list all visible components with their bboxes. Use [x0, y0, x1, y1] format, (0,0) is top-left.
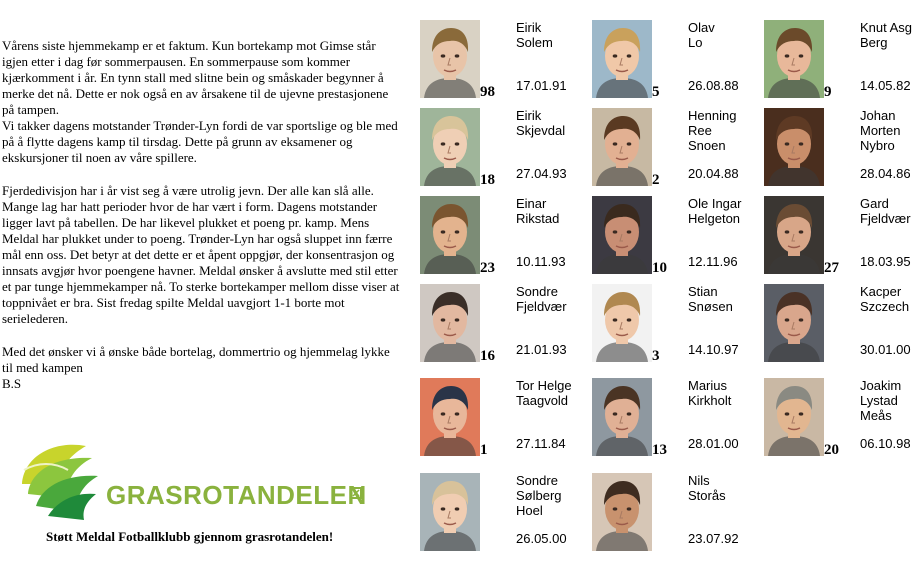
player-card — [764, 284, 916, 374]
player-card — [420, 196, 580, 286]
player-name-line: Henning — [688, 108, 737, 123]
player-card — [592, 20, 752, 110]
player-name-line: Nils — [688, 473, 710, 488]
player-number: 9 — [824, 84, 832, 100]
player-name-line: Kirkholt — [688, 393, 732, 408]
player-name-line: Szczech — [860, 299, 910, 314]
article-paragraph-thanks: Vi takker dagens motstander Trønder-Lyn fordi de var sportslige og ble med på å flytte dagens kamp til tirsdag. Dette på grunn av eksamener og ekskursjoner til noen av våre spillere. — [2, 118, 398, 165]
player-card — [764, 20, 916, 110]
player-name-line: Nybro — [860, 138, 895, 153]
player-name — [860, 284, 909, 314]
player-number: 27 — [824, 260, 839, 276]
player-photo — [420, 473, 480, 551]
player-birthdate: 14.05.82 — [860, 78, 911, 93]
player-name — [516, 284, 567, 314]
player-birthdate: 10.11.93 — [516, 254, 566, 269]
player-name-line: Marius — [688, 378, 728, 393]
player-name-line: Hoel — [516, 503, 543, 518]
player-name-line: Storås — [688, 488, 726, 503]
player-name-line: Lystad — [860, 393, 898, 408]
player-name-line: Tor Helge — [516, 378, 572, 393]
player-name-line: Sølberg — [516, 488, 562, 503]
player-name — [516, 20, 553, 50]
player-photo — [592, 196, 652, 274]
player-birthdate: 23.07.92 — [688, 531, 739, 546]
player-photo — [764, 108, 824, 186]
player-number: 13 — [652, 442, 667, 458]
player-photo — [764, 196, 824, 274]
player-name-line: Fjeldvær — [860, 211, 911, 226]
player-name — [688, 20, 715, 50]
player-name — [860, 196, 911, 226]
player-name-line: Gard — [860, 196, 889, 211]
player-name-line: Morten — [860, 123, 901, 138]
logo-text: GRASROTANDELEN — [106, 480, 367, 510]
player-photo — [420, 284, 480, 362]
support-text: Støtt Meldal Fotballklubb gjennom grasrotandelen! — [46, 529, 334, 544]
player-number: 2 — [652, 172, 660, 188]
player-photo — [764, 20, 824, 98]
article-paragraph-division: Fjerdedivisjon har i år vist seg å være utrolig jevn. Der alle kan slå alle. Mange lag har hatt perioder hvor de har vært i form. Dagens motstander ligger lavt på tabellen. De har likevel plukket et poeng pr. kamp. Mens Meldal har plukket under to poeng. Trønder-Lyn har også sluppet inn færre mål enn oss. Det betyr at det dette er et åpent oppgjør, der konsentrasjon og innsats avgjør hvor poengene havner. Meldal ønsker å avslutte med stil etter et par tunge hjemmekamper nå. To sterke bortekamper mellom disse viser at toppnivået er bra. Sist fredag spilte Meldal uavgjort 1-1 borte mot serielederen. — [2, 183, 400, 326]
player-card — [764, 196, 916, 286]
player-name — [860, 378, 901, 423]
player-number: 18 — [480, 172, 495, 188]
player-name — [516, 473, 562, 518]
player-birthdate: 30.01.00 — [860, 342, 911, 357]
player-name-line: Taagvold — [516, 393, 569, 408]
player-name — [688, 196, 741, 226]
player-number: 98 — [480, 84, 495, 100]
player-name-line: Einar — [516, 196, 547, 211]
player-number: 3 — [652, 348, 660, 364]
player-card — [592, 284, 752, 374]
player-name — [516, 196, 559, 226]
player-name-line: Snøsen — [688, 299, 733, 314]
player-birthdate: 12.11.96 — [688, 254, 738, 269]
player-name-line: Stian — [688, 284, 718, 299]
article-signature: B.S — [2, 376, 22, 391]
player-name-line: Knut Asg — [860, 20, 913, 35]
player-name-line: Eirik — [516, 20, 542, 35]
player-birthdate: 21.01.93 — [516, 342, 567, 357]
player-name-line: Eirik — [516, 108, 542, 123]
player-name-line: Solem — [516, 35, 553, 50]
player-photo — [420, 20, 480, 98]
player-name — [860, 20, 912, 50]
player-name-line: Olav — [688, 20, 715, 35]
player-birthdate: 18.03.95 — [860, 254, 911, 269]
player-card — [592, 473, 752, 563]
player-photo — [592, 473, 652, 551]
player-name — [688, 473, 726, 503]
player-card — [420, 20, 580, 110]
player-card — [420, 473, 580, 563]
player-birthdate: 27.11.84 — [516, 436, 566, 451]
player-birthdate: 17.01.91 — [516, 78, 567, 93]
player-name-line: Helgeton — [688, 211, 741, 226]
player-name-line: Snoen — [688, 138, 726, 153]
player-name-line: Kacper — [860, 284, 902, 299]
player-number: 1 — [480, 442, 488, 458]
player-name-line: Meås — [860, 408, 892, 423]
player-birthdate: 28.01.00 — [688, 436, 739, 451]
player-photo — [764, 284, 824, 362]
player-birthdate: 28.04.86 — [860, 166, 911, 181]
player-card — [592, 196, 752, 286]
player-photo — [420, 378, 480, 456]
player-card — [420, 284, 580, 374]
player-card — [764, 108, 916, 198]
player-name-line: Ole Ingar — [688, 196, 742, 211]
article-text — [2, 38, 402, 392]
player-birthdate: 26.08.88 — [688, 78, 739, 93]
player-number: 5 — [652, 84, 660, 100]
article-paragraph-greeting: Med det ønsker vi å ønske både bortelag, dommertrio og hjemmelag lykke til med kampen — [2, 344, 390, 375]
player-card — [764, 378, 916, 468]
player-number: 16 — [480, 348, 495, 364]
player-name-line: Rikstad — [516, 211, 560, 226]
player-name — [688, 378, 731, 408]
player-name — [688, 108, 736, 153]
player-name-line: Johan — [860, 108, 896, 123]
player-name — [860, 108, 900, 153]
player-card — [592, 108, 752, 198]
player-name-line: Berg — [860, 35, 888, 50]
player-name-line: Ree — [688, 123, 712, 138]
player-name — [688, 284, 733, 314]
player-birthdate: 26.05.00 — [516, 531, 567, 546]
player-card — [420, 108, 580, 198]
player-name-line: Fjeldvær — [516, 299, 567, 314]
player-photo — [420, 196, 480, 274]
player-card — [592, 378, 752, 468]
player-photo — [592, 20, 652, 98]
player-name-line: Joakim — [860, 378, 902, 393]
player-name-line: Lo — [688, 35, 703, 50]
player-number: 10 — [652, 260, 667, 276]
article-paragraph-intro: Vårens siste hjemmekamp er et faktum. Kun bortekamp mot Gimse står igjen etter i dag før sommerpausen. En sommerpause som kommer kjærkomment i år. En tynn stall med slitne bein og småskader begynner å merke det nå. Dette er nok også en av årsakene til de ujevne prestasjonene på tampen. — [2, 38, 389, 117]
player-number: 20 — [824, 442, 839, 458]
player-name — [516, 108, 565, 138]
player-name-line: Skjevdal — [516, 123, 566, 138]
player-photo — [420, 108, 480, 186]
player-name-line: Sondre — [516, 473, 558, 488]
player-birthdate: 20.04.88 — [688, 166, 739, 181]
player-card — [420, 378, 580, 468]
player-photo — [592, 108, 652, 186]
player-birthdate: 27.04.93 — [516, 166, 567, 181]
player-birthdate: 14.10.97 — [688, 342, 739, 357]
player-name — [516, 378, 572, 408]
player-number: 23 — [480, 260, 495, 276]
grasrotandelen-logo — [14, 436, 367, 524]
player-photo — [764, 378, 824, 456]
player-birthdate: 06.10.98 — [860, 436, 911, 451]
player-photo — [592, 378, 652, 456]
player-photo — [592, 284, 652, 362]
player-name-line: Sondre — [516, 284, 558, 299]
